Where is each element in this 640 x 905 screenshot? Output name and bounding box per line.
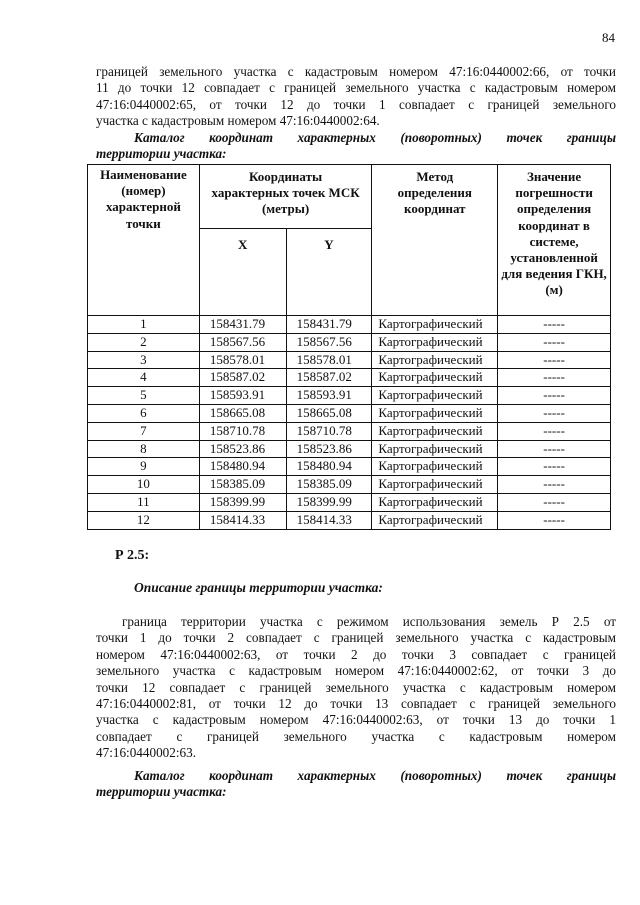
error-cell: ----- <box>498 369 611 387</box>
error-cell: ----- <box>498 458 611 476</box>
point-number-cell: 11 <box>88 493 200 511</box>
method-cell: Картографический <box>372 511 498 529</box>
catalog-title-line: Каталог координат характерных (поворотных) точек границы <box>134 768 616 783</box>
x-coordinate-cell: 158710.78 <box>199 422 286 440</box>
table-row <box>88 404 611 422</box>
text-line: граница территории участка с режимом использования земель Р 2.5 от <box>122 614 616 629</box>
error-cell: ----- <box>498 511 611 529</box>
point-number-cell: 4 <box>88 369 200 387</box>
coordinates-table <box>87 164 611 530</box>
x-coordinate-cell: 158523.86 <box>199 440 286 458</box>
table-row <box>88 369 611 387</box>
method-cell: Картографический <box>372 422 498 440</box>
x-coordinate-cell: 158578.01 <box>199 351 286 369</box>
table-row <box>88 351 611 369</box>
boundary-description <box>96 614 616 762</box>
x-coordinate-cell: 158399.99 <box>199 493 286 511</box>
point-number-cell: 6 <box>88 404 200 422</box>
header-coordinates: Координаты характерных точек МСК (метры) <box>199 165 372 229</box>
x-coordinate-cell: 158665.08 <box>199 404 286 422</box>
error-cell: ----- <box>498 333 611 351</box>
error-cell: ----- <box>498 476 611 494</box>
text-line: номером 47:16:0440002:63, от точки 2 до точки 3 совпадает с границей <box>96 646 616 662</box>
x-coordinate-cell: 158431.79 <box>199 316 286 334</box>
error-cell: ----- <box>498 387 611 405</box>
method-cell: Картографический <box>372 333 498 351</box>
y-coordinate-cell: 158431.79 <box>286 316 372 334</box>
text-line: точки 12 совпадает с границей земельного участка с кадастровым номером <box>96 679 616 695</box>
text-line: точки 1 до точки 2 совпадает с границей земельного участка с кадастровым <box>96 630 616 646</box>
method-cell: Картографический <box>372 440 498 458</box>
table-row <box>88 387 611 405</box>
y-coordinate-cell: 158480.94 <box>286 458 372 476</box>
point-number-cell: 9 <box>88 458 200 476</box>
table-row <box>88 440 611 458</box>
point-number-cell: 10 <box>88 476 200 494</box>
method-cell: Картографический <box>372 404 498 422</box>
method-cell: Картографический <box>372 369 498 387</box>
section-label: Р 2.5: <box>115 548 150 563</box>
intro-paragraph <box>96 64 616 130</box>
method-cell: Картографический <box>372 476 498 494</box>
error-cell: ----- <box>498 351 611 369</box>
header-y: Y <box>286 229 372 316</box>
header-error: Значение погрешности определения координат в системе, установленной для ведения ГКН, (м) <box>498 165 611 316</box>
page-number: 84 <box>602 30 615 45</box>
point-number-cell: 1 <box>88 316 200 334</box>
text-line: участка с кадастровым номером 47:16:0440002:64. <box>96 113 380 129</box>
point-number-cell: 7 <box>88 422 200 440</box>
x-coordinate-cell: 158593.91 <box>199 387 286 405</box>
table-row <box>88 316 611 334</box>
y-coordinate-cell: 158399.99 <box>286 493 372 511</box>
y-coordinate-cell: 158593.91 <box>286 387 372 405</box>
method-cell: Картографический <box>372 458 498 476</box>
header-method: Метод определения координат <box>372 165 498 316</box>
text-line: 47:16:0440002:65, от точки 12 до точки 1 совпадает с границей земельного <box>96 96 616 112</box>
point-number-cell: 2 <box>88 333 200 351</box>
text-line: совпадает с границей земельного участка с кадастровым номером <box>96 728 616 744</box>
catalog-title <box>96 130 616 163</box>
catalog-title-line: территории участка: <box>96 784 227 800</box>
y-coordinate-cell: 158587.02 <box>286 369 372 387</box>
error-cell: ----- <box>498 422 611 440</box>
text-line: земельного участка с кадастровым номером 47:16:0440002:62, от точки 3 до <box>96 663 616 679</box>
x-coordinate-cell: 158567.56 <box>199 333 286 351</box>
point-number-cell: 12 <box>88 511 200 529</box>
text-line: 11 до точки 12 совпадает с границей земельного участка с кадастровым номером <box>96 80 616 96</box>
section-heading: Описание границы территории участка: <box>134 580 383 595</box>
header-x: X <box>199 229 286 316</box>
point-number-cell: 5 <box>88 387 200 405</box>
table-row <box>88 493 611 511</box>
method-cell: Картографический <box>372 351 498 369</box>
y-coordinate-cell: 158385.09 <box>286 476 372 494</box>
catalog-title-line: территории участка: <box>96 146 227 162</box>
point-number-cell: 8 <box>88 440 200 458</box>
table-row <box>88 422 611 440</box>
y-coordinate-cell: 158578.01 <box>286 351 372 369</box>
table-row <box>88 333 611 351</box>
y-coordinate-cell: 158523.86 <box>286 440 372 458</box>
text-line: 47:16:0440002:63. <box>96 745 197 761</box>
y-coordinate-cell: 158567.56 <box>286 333 372 351</box>
method-cell: Картографический <box>372 493 498 511</box>
text-line: участка с кадастровым номером 47:16:0440002:63, от точки 13 до точки 1 <box>96 712 616 728</box>
text-line: 47:16:0440002:81, от точки 12 до точки 13 совпадает с границей земельного <box>96 696 616 712</box>
method-cell: Картографический <box>372 387 498 405</box>
table-row <box>88 458 611 476</box>
table-row <box>88 476 611 494</box>
y-coordinate-cell: 158414.33 <box>286 511 372 529</box>
error-cell: ----- <box>498 316 611 334</box>
point-number-cell: 3 <box>88 351 200 369</box>
table-row <box>88 511 611 529</box>
method-cell: Картографический <box>372 316 498 334</box>
y-coordinate-cell: 158665.08 <box>286 404 372 422</box>
y-coordinate-cell: 158710.78 <box>286 422 372 440</box>
catalog-title-2 <box>96 768 616 801</box>
catalog-title-line: Каталог координат характерных (поворотных) точек границы <box>134 130 616 145</box>
x-coordinate-cell: 158480.94 <box>199 458 286 476</box>
x-coordinate-cell: 158587.02 <box>199 369 286 387</box>
x-coordinate-cell: 158385.09 <box>199 476 286 494</box>
error-cell: ----- <box>498 404 611 422</box>
error-cell: ----- <box>498 493 611 511</box>
x-coordinate-cell: 158414.33 <box>199 511 286 529</box>
text-line: границей земельного участка с кадастровым номером 47:16:0440002:66, от точки <box>96 64 616 79</box>
error-cell: ----- <box>498 440 611 458</box>
header-point-name: Наименование (номер) характерной точки <box>88 165 200 316</box>
